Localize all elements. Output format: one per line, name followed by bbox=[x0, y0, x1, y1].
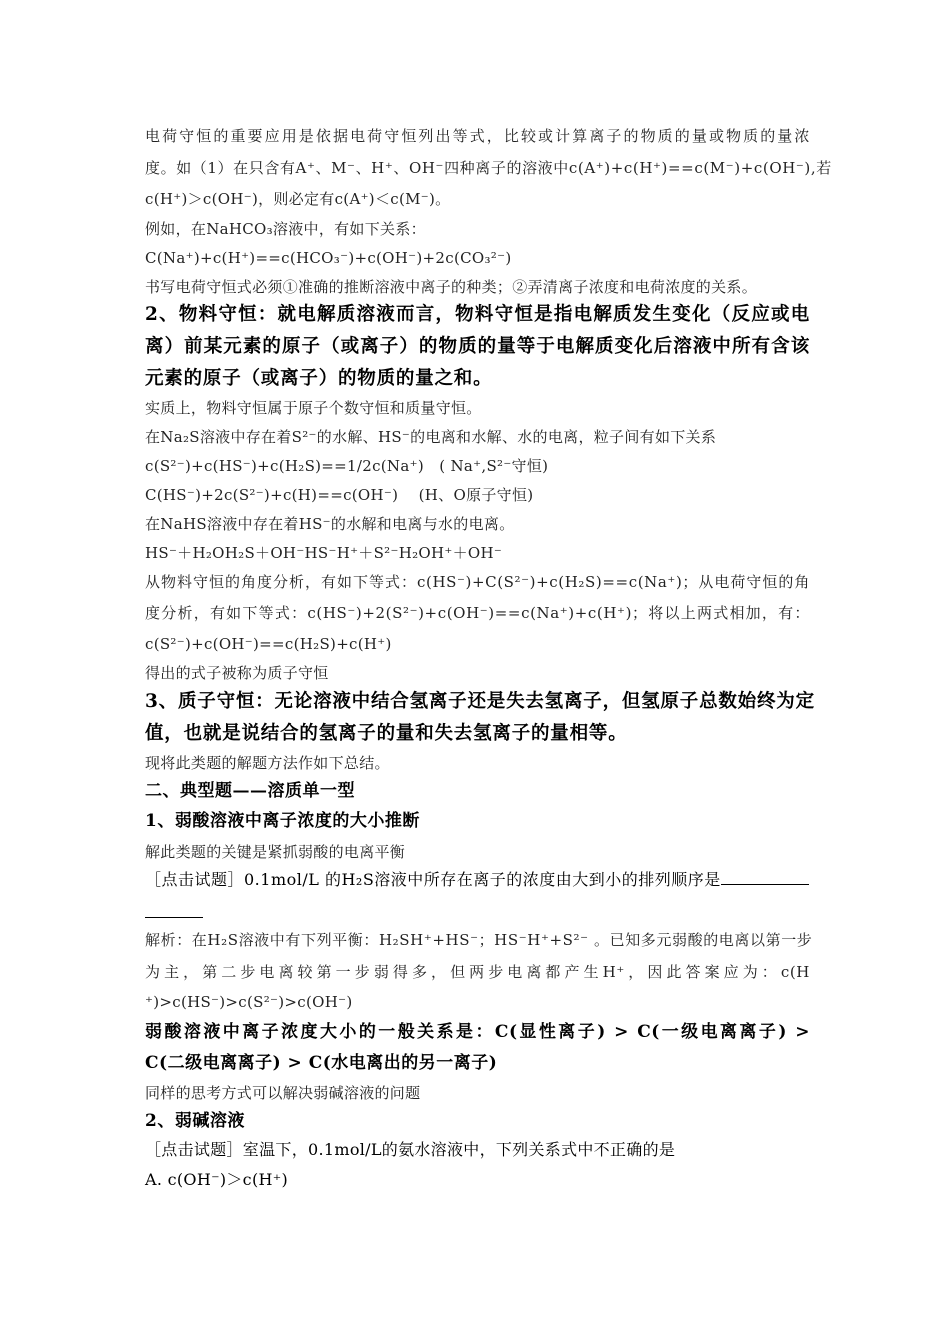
option-a: A. c(OH⁻)＞c(H⁺) bbox=[145, 1170, 289, 1189]
section-heading: 离）前某元素的原子（或离子）的物质的量等于电解质变化后溶液中所有含该 bbox=[145, 336, 810, 357]
bold-statement: C(二级电离离子) > C(水电离出的另一离子) bbox=[145, 1053, 498, 1073]
text-line: 在Na₂S溶液中存在着S²⁻的水解、HS⁻的电离和水解、水的电离，粒子间有如下关系 bbox=[145, 428, 717, 446]
text-line: 在NaHS溶液中存在着HS⁻的水解和电离与水的电离。 bbox=[145, 515, 515, 533]
text-line: 例如，在NaHCO₃溶液中，有如下关系： bbox=[145, 220, 426, 238]
text-line: 度分析，有如下等式：c(HS⁻)+2(S²⁻)+c(OH⁻)==c(Na⁺)+c(H⁺)；将以上两式相加，有： bbox=[145, 604, 810, 622]
formula-line: C(HS⁻)+2c(S²⁻)+c(H)==c(OH⁻) (H、O原子守恒) bbox=[145, 486, 534, 504]
formula-line: C(Na⁺)+c(H⁺)==c(HCO₃⁻)+c(OH⁻)+2c(CO₃²⁻) bbox=[145, 249, 512, 267]
question-line bbox=[145, 868, 810, 891]
text-line: 解此类题的关键是紧抓弱酸的电离平衡 bbox=[145, 843, 406, 861]
question-text: ［点击试题］0.1mol/L 的H₂S溶液中所存在离子的浓度由大到小的排列顺序是 bbox=[145, 870, 721, 889]
text-line: 现将此类题的解题方法作如下总结。 bbox=[145, 754, 390, 772]
formula-line: HS⁻＋H₂OH₂S＋OH⁻HS⁻H⁺＋S²⁻H₂OH⁺＋OH⁻ bbox=[145, 544, 503, 562]
question-line: ［点击试题］室温下，0.1mol/L的氨水溶液中，下列关系式中不正确的是 bbox=[145, 1140, 676, 1159]
section-heading: 元素的原子（或离子）的物质的量之和。 bbox=[145, 368, 493, 389]
answer-blank bbox=[721, 868, 809, 885]
subheading: 2、弱碱溶液 bbox=[145, 1111, 245, 1131]
formula-line: c(S²⁻)+c(HS⁻)+c(H₂S)==1/2c(Na⁺) ( Na⁺,S²⁻守恒) bbox=[145, 457, 549, 475]
text-line: 电荷守恒的重要应用是依据电荷守恒列出等式，比较或计算离子的物质的量或物质的量浓 bbox=[145, 127, 810, 145]
section-heading: 2、物料守恒：就电解质溶液而言，物料守恒是指电解质发生变化（反应或电 bbox=[145, 304, 810, 325]
text-line: 实质上，物料守恒属于原子个数守恒和质量守恒。 bbox=[145, 399, 482, 417]
subheading: 二、典型题——溶质单一型 bbox=[145, 781, 355, 801]
text-line: 为主，第二步电离较第一步弱得多，但两步电离都产生H⁺，因此答案应为：c(H bbox=[145, 963, 810, 981]
text-line: 从物料守恒的角度分析，有如下等式：c(HS⁻)+C(S²⁻)+c(H₂S)==c(Na⁺)；从电荷守恒的角 bbox=[145, 573, 810, 591]
text-line: 度。如（1）在只含有A⁺、M⁻、H⁺、OH⁻四种离子的溶液中c(A⁺)+c(H⁺)==c(M⁻)+c(OH⁻),若 bbox=[145, 159, 832, 177]
formula-line: c(S²⁻)+c(OH⁻)==c(H₂S)+c(H⁺) bbox=[145, 635, 392, 653]
text-line: 解析：在H₂S溶液中有下列平衡：H₂SH⁺+HS⁻；HS⁻H⁺+S²⁻ 。已知多元弱酸的电离以第一步 bbox=[145, 931, 813, 949]
text-line: c(H⁺)＞c(OH⁻)，则必定有c(A⁺)＜c(M⁻)。 bbox=[145, 190, 451, 208]
bold-statement: 弱酸溶液中离子浓度大小的一般关系是：C(显性离子) > C(一级电离离子) > bbox=[145, 1022, 810, 1042]
answer-blank-continued bbox=[145, 917, 203, 918]
text-line: 同样的思考方式可以解决弱碱溶液的问题 bbox=[145, 1084, 421, 1102]
subheading: 1、弱酸溶液中离子浓度的大小推断 bbox=[145, 811, 420, 831]
formula-line: ⁺)>c(HS⁻)>c(S²⁻)>c(OH⁻) bbox=[145, 993, 353, 1011]
text-line: 得出的式子被称为质子守恒 bbox=[145, 664, 329, 682]
section-heading: 3、质子守恒：无论溶液中结合氢离子还是失去氢离子，但氢原子总数始终为定 bbox=[145, 691, 815, 712]
text-line: 书写电荷守恒式必须①准确的推断溶液中离子的种类；②弄清离子浓度和电荷浓度的关系。 bbox=[145, 278, 758, 296]
section-heading: 值，也就是说结合的氢离子的量和失去氢离子的量相等。 bbox=[145, 723, 628, 744]
